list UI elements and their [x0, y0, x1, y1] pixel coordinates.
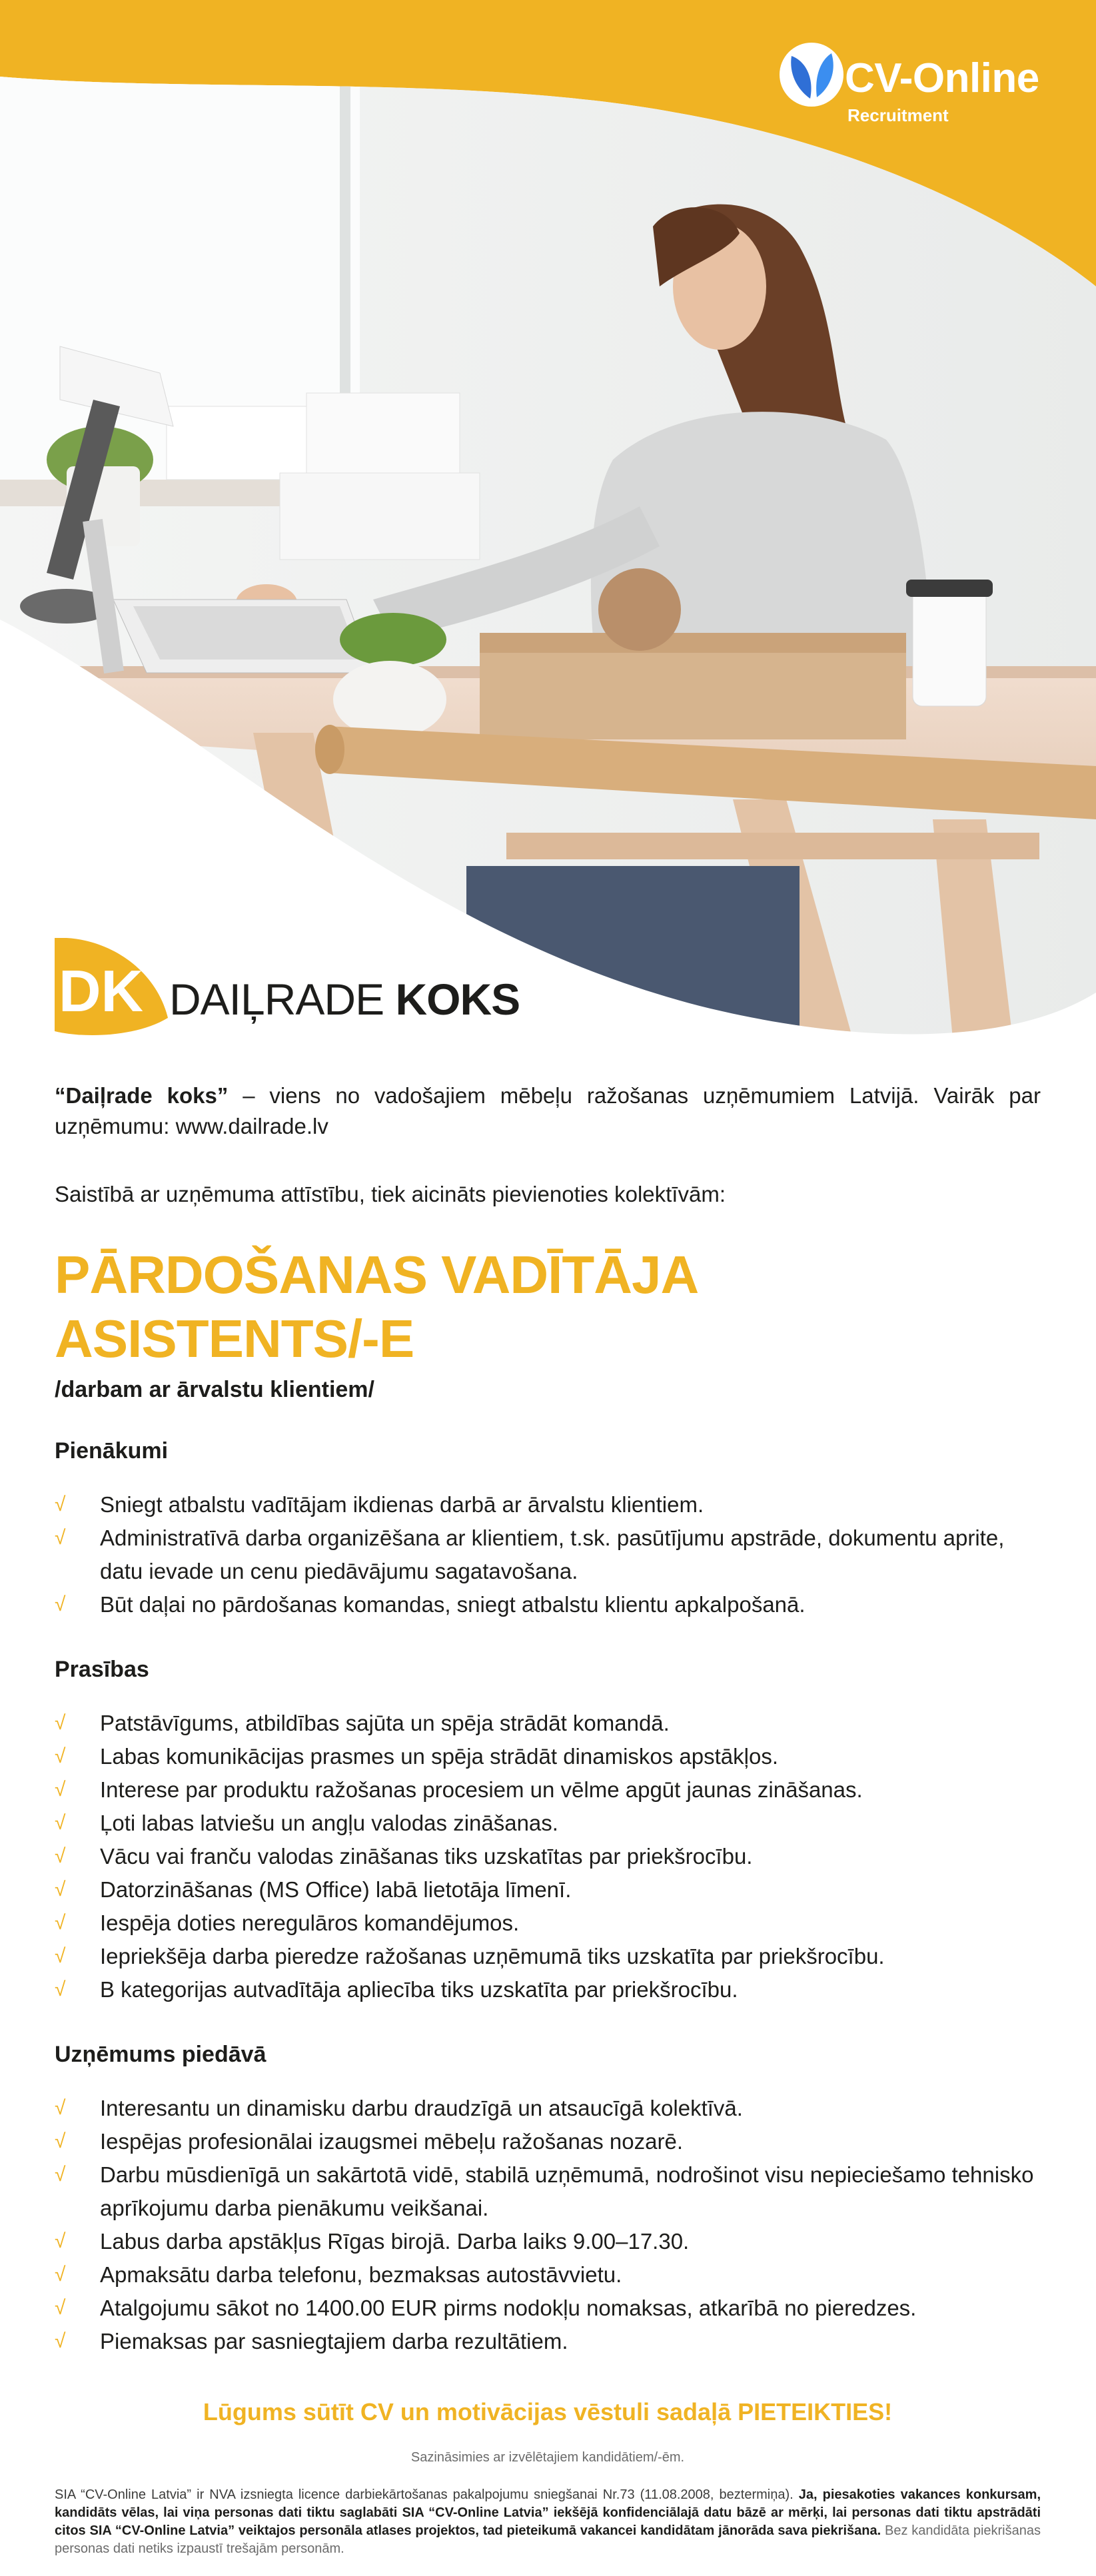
check-icon: √: [55, 2330, 66, 2352]
check-icon: √: [55, 1879, 66, 1901]
check-icon: √: [55, 2297, 66, 2319]
contact-note: Sazināsimies ar izvēlētajiem kandidātiem/-ēm.: [410, 2450, 685, 2465]
list-item: √ Piemaksas par sasniegtajiem darba rezultātiem.: [55, 2325, 1041, 2358]
cv-online-logo: [778, 41, 1058, 135]
check-icon: √: [55, 1527, 66, 1549]
list-item: √ Būt daļai no pārdošanas komandas, sniegt atbalstu klientu apkalpošanā.: [55, 1588, 1041, 1621]
check-icon: √: [55, 2230, 66, 2252]
list-item: √ Atalgojumu sākot no 1400.00 EUR pirms nodokļu nomaksas, atkarībā no pieredzes.: [55, 2292, 1041, 2325]
list-item: √ Datorzināšanas (MS Office) labā lietotāja līmenī.: [55, 1873, 1041, 1907]
check-icon: √: [55, 1712, 66, 1734]
company-description: – viens no vadošajiem mēbeļu ražošanas uzņēmumiem Latvijā. Vairāk par uzņēmumu: www.dailrade.lv: [55, 1083, 1041, 1138]
list-item: √ Interesantu un dinamisku darbu draudzīgā un atsaucīgā kolektīvā.: [55, 2092, 1041, 2125]
list-item: √ B kategorijas autvadītāja apliecība tiks uzskatīta par priekšrocību.: [55, 1973, 1041, 2006]
section-heading-requirements: Prasības: [55, 1657, 149, 1682]
list-item: √ Labus darba apstākļus Rīgas birojā. Darba laiks 9.00–17.30.: [55, 2225, 1041, 2258]
brand-name: CV-Online: [845, 55, 1039, 101]
cv-online-icon: [778, 41, 845, 108]
check-icon: √: [55, 1845, 66, 1867]
list-item: √ Ļoti labas latviešu un angļu valodas zināšanas.: [55, 1807, 1041, 1840]
apply-call-to-action: Lūgums sūtīt CV un motivācijas vēstuli sadaļā PIETEIKTIES!: [203, 2398, 893, 2425]
list-item: √ Iepriekšēja darba pieredze ražošanas uzņēmumā tiks uzskatīta par priekšrocību.: [55, 1940, 1041, 1973]
job-subtitle: /darbam ar ārvalstu klientiem/: [55, 1377, 374, 1402]
check-icon: √: [55, 1494, 66, 1515]
check-icon: √: [55, 1779, 66, 1801]
job-title-line2: ASISTENTS/-E: [55, 1309, 414, 1368]
list-item: √ Patstāvīgums, atbildības sajūta un spēja strādāt komandā.: [55, 1707, 1041, 1740]
company-name: “Daiļrade koks”: [55, 1083, 229, 1108]
list-item: √ Darbu mūsdienīgā un sakārtotā vidē, stabilā uzņēmumā, nodrošinot visu nepieciešamo tehnisko aprīkojumu darba pienākumu veikšanai.: [55, 2158, 1041, 2225]
company-logo: [55, 938, 520, 1045]
section-heading-duties: Pienākumi: [55, 1438, 169, 1464]
offer-list: [55, 2092, 1041, 2358]
check-icon: √: [55, 2164, 66, 2186]
requirements-list: [55, 1707, 1041, 2006]
legal-notice: SIA “CV-Online Latvia” ir NVA izsniegta licence darbiekārtošanas pakalpojumu sniegšanai Nr.73 (11.08.2008, beztermiņa). Ja, piesakoties vakances konkursam, kandidāts vēlas, lai viņa personas dati tiktu saglabāti SIA “CV-Online Latvia” iekšējā konfidenciālajā datu bāzē ar mērķi, lai personas dati tiktu apstrādāti citos SIA “CV-Online Latvia” veiktajos personāla atlases projektos, tad pieteikumā vakancei kandidātam jānorāda sava piekrišana. Bez kandidāta piekrišanas personas dati netiks izpaustī trešajām personām.: [55, 2487, 1041, 2556]
lead-text: Saistībā ar uzņēmuma attīstību, tiek aicināts pievienoties kolektīvām:: [55, 1182, 726, 1206]
svg-text:DK: DK: [59, 958, 144, 1024]
list-item: √ Iespējas profesionālai izaugsmei mēbeļu ražošanas nozarē.: [55, 2125, 1041, 2158]
list-item: √ Sniegt atbalstu vadītājam ikdienas darbā ar ārvalstu klientiem.: [55, 1488, 1041, 1521]
job-title: [55, 1243, 1041, 1371]
list-item: √ Interese par produktu ražošanas procesiem un vēlme apgūt jaunas zināšanas.: [55, 1773, 1041, 1807]
list-item: √ Vācu vai franču valodas zināšanas tiks uzskatītas par priekšrocību.: [55, 1840, 1041, 1873]
dk-mark-icon: [55, 938, 168, 1038]
list-item: √ Iespēja doties neregulāros komandējumos.: [55, 1907, 1041, 1940]
list-item: √ Apmaksātu darba telefonu, bezmaksas autostāvvietu.: [55, 2258, 1041, 2292]
duties-list: [55, 1488, 1041, 1621]
check-icon: √: [55, 2130, 66, 2152]
check-icon: √: [55, 1978, 66, 2000]
check-icon: √: [55, 1812, 66, 1834]
check-icon: √: [55, 1745, 66, 1767]
list-item: √ Labas komunikācijas prasmes un spēja strādāt dinamiskos apstākļos.: [55, 1740, 1041, 1773]
job-title-line1: PĀRDOŠANAS VADĪTĀJA: [55, 1245, 699, 1304]
check-icon: √: [55, 2097, 66, 2119]
section-heading-offer: Uzņēmums piedāvā: [55, 2042, 267, 2067]
list-item: √ Administratīvā darba organizēšana ar klientiem, t.sk. pasūtījumu apstrāde, dokumentu aprite, datu ievade un cenu piedāvājumu sagatavošana.: [55, 1521, 1041, 1588]
company-logo-text: DAIĻRADE KOKS: [169, 975, 520, 1024]
hero-banner: [0, 0, 1096, 1039]
brand-subtitle: Recruitment: [847, 105, 949, 125]
job-ad-content: [55, 1080, 1041, 2558]
check-icon: √: [55, 2264, 66, 2286]
check-icon: √: [55, 1912, 66, 1934]
check-icon: √: [55, 1593, 66, 1615]
office-photo: [0, 67, 1096, 1039]
check-icon: √: [55, 1945, 66, 1967]
company-intro: [55, 1080, 1041, 1142]
